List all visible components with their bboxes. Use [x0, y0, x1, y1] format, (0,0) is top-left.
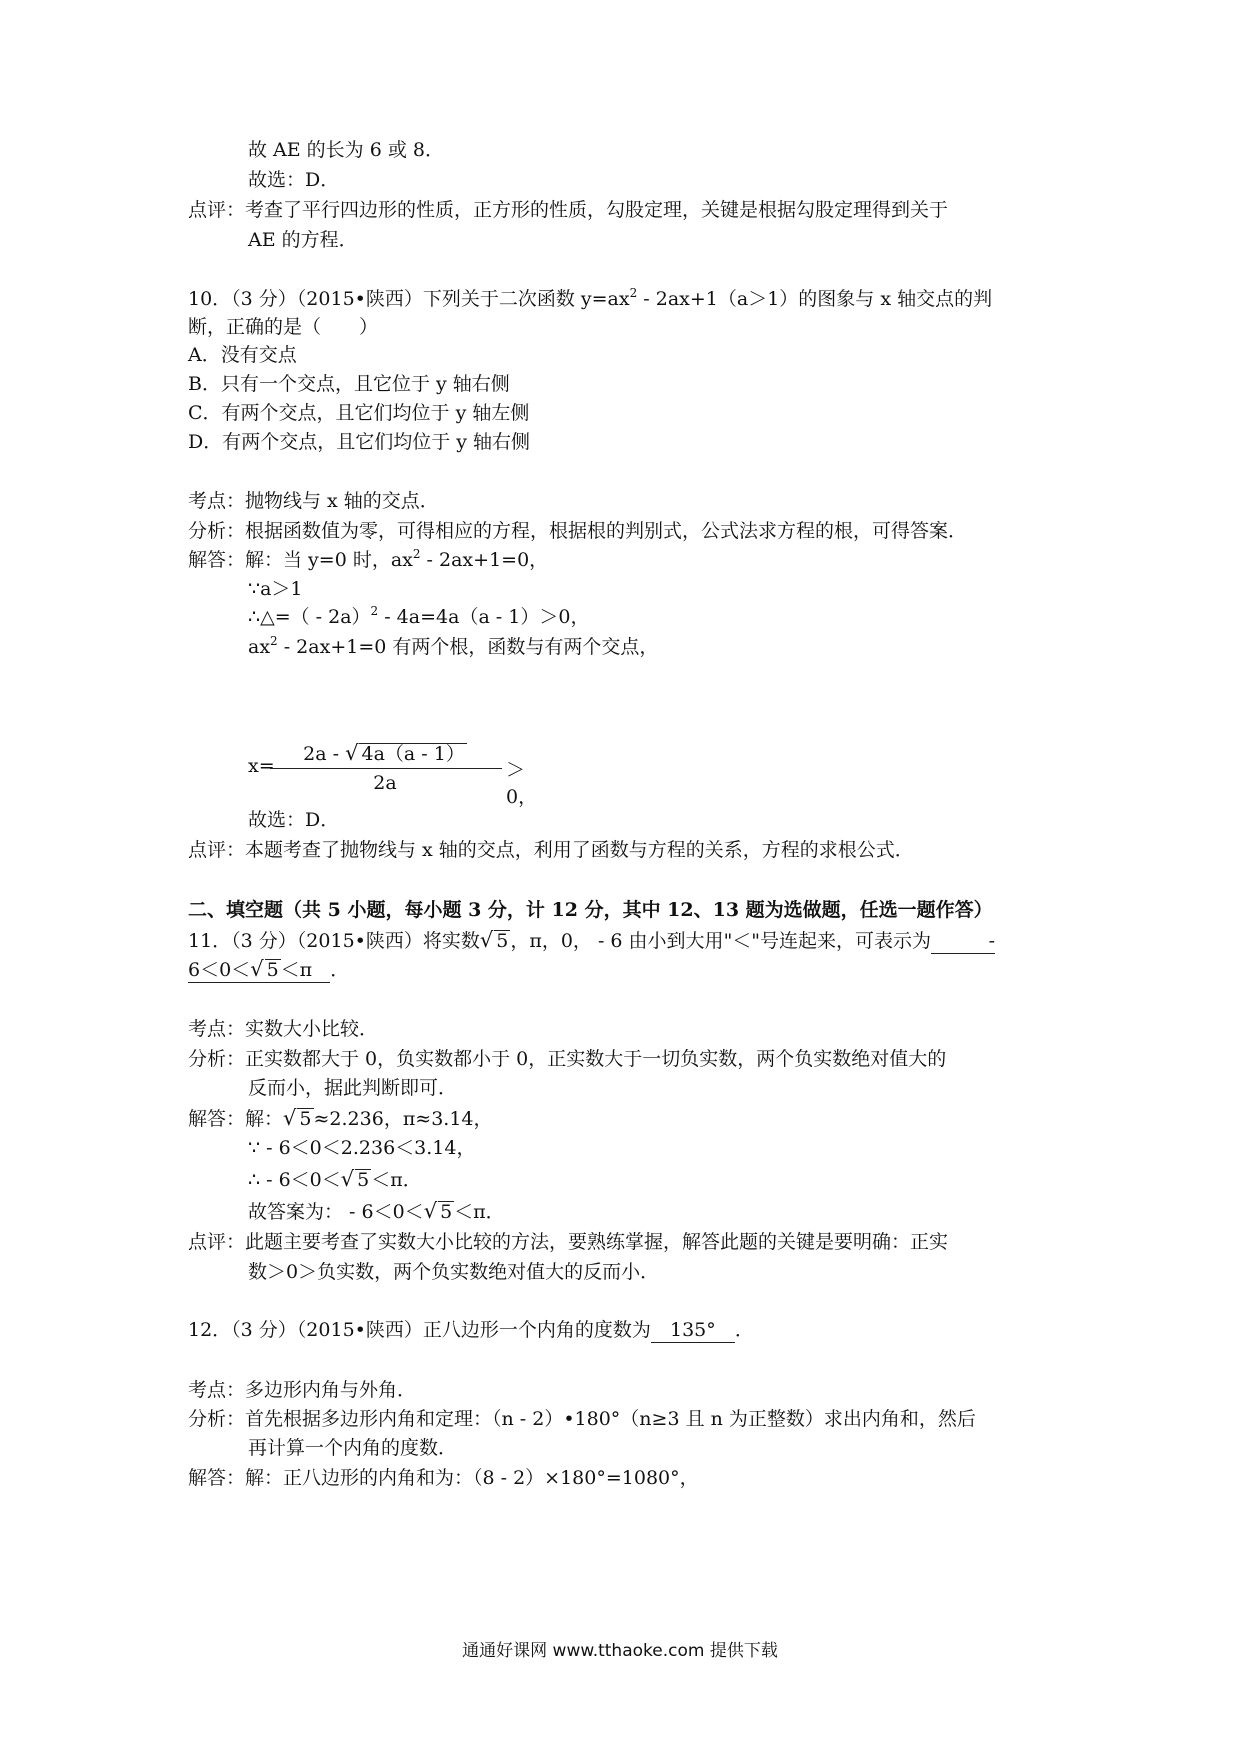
q11-review-2: 数＞0＞负实数，两个负实数绝对值大的反而小． — [248, 1261, 660, 1283]
q10-stem-line2: 断，正确的是（ ） — [188, 316, 379, 338]
q10-option-c: C．有两个交点，且它们均位于 y 轴左侧 — [188, 402, 530, 424]
q10-step3-a: ax — [248, 636, 271, 658]
q12-jieda: 解答：解：正八边形的内角和为：（8 - 2）×180°=1080°， — [188, 1467, 699, 1489]
q11-step3-b: ＜π． — [454, 1201, 505, 1223]
numerator-text: 2a - — [303, 743, 346, 765]
sqrt-icon: √ — [423, 1199, 438, 1223]
q11-step2-a: ∴ - 6＜0＜ — [248, 1169, 341, 1191]
q11-review-1: 点评：此题主要考查了实数大小比较的方法，要熟练掌握，解答此题的关键是要明确：正实 — [188, 1231, 949, 1253]
q11-kaodian: 考点：实数大小比较． — [188, 1018, 379, 1040]
fraction-tail: ＞0， — [506, 759, 538, 808]
q11-step2 — [248, 1165, 422, 1194]
q10-step3 — [248, 633, 658, 661]
q10-option-d: D．有两个交点，且它们均位于 y 轴右侧 — [188, 431, 531, 453]
sqrt-icon: √ — [345, 741, 359, 765]
q12-kaodian: 考点：多边形内角与外角． — [188, 1379, 417, 1401]
q11-jieda — [188, 1104, 493, 1133]
page-footer: 通通好课网 www.tthaoke.com 提供下载 — [462, 1641, 778, 1661]
q10-jieda-b: - 2ax+1=0， — [420, 549, 549, 571]
superscript: 2 — [370, 604, 379, 618]
q12-fenxi-2: 再计算一个内角的度数． — [248, 1437, 458, 1459]
prev-choice-line: 故选：D． — [248, 169, 340, 191]
q10-stem-line1 — [188, 285, 992, 313]
answer-blank: 135° — [651, 1318, 735, 1343]
superscript: 2 — [629, 286, 638, 300]
q10-step2-a: ∴△=（ - 2a） — [248, 606, 371, 628]
q11-jieda-b: ≈2.236，π≈3.14， — [313, 1108, 493, 1130]
q11-stem-line1 — [188, 926, 995, 955]
q11-jieda-a: 解答：解： — [188, 1108, 284, 1130]
q10-review: 点评：本题考查了抛物线与 x 轴的交点，利用了函数与方程的关系，方程的求根公式． — [188, 839, 914, 861]
section-heading: 二、填空题（共 5 小题，每小题 3 分，计 12 分，其中 12、13 题为选做题，任选一题作答） — [188, 899, 993, 921]
q10-option-a: A．没有交点 — [188, 344, 297, 366]
q11-step1: ∵ - 6＜0＜2.236＜3.14， — [248, 1137, 476, 1159]
sqrt-icon: √ — [479, 928, 494, 952]
answer-text-a: 6＜0＜ — [188, 959, 251, 981]
review-label: 点评： — [188, 199, 246, 221]
q10-step2 — [248, 603, 589, 631]
q10-choice: 故选：D． — [248, 809, 340, 831]
radicand: 5 — [496, 930, 509, 952]
fraction-numerator — [270, 740, 500, 767]
review-text: 考查了平行四边形的性质，正方形的性质，勾股定理，关键是根据勾股定理得到关于 — [245, 199, 949, 221]
sqrt-icon: √ — [340, 1167, 355, 1191]
q11-step3 — [248, 1197, 505, 1226]
q10-kaodian: 考点：抛物线与 x 轴的交点． — [188, 490, 439, 512]
x-equals: x= — [248, 755, 275, 777]
fraction-denominator: 2a — [373, 772, 397, 794]
radicand: 5 — [299, 1108, 312, 1130]
answer-blank-cont — [188, 957, 330, 983]
sqrt-icon: √ — [250, 957, 264, 981]
q11-stem-a: 11．（3 分）（2015•陕西）将实数 — [188, 930, 480, 952]
prev-review-cont: AE 的方程． — [248, 229, 358, 251]
radicand: 4a（a - 1） — [361, 743, 465, 765]
q11-step2-b: ＜π． — [371, 1169, 422, 1191]
q12-end: ． — [734, 1319, 754, 1341]
radicand: 5 — [357, 1169, 370, 1191]
q12-stem — [188, 1316, 754, 1344]
radicand: 5 — [266, 959, 279, 981]
prev-review-line — [188, 196, 948, 224]
q12-stem-text: 12．（3 分）（2015•陕西）正八边形一个内角的度数为 — [188, 1319, 651, 1341]
superscript: 2 — [412, 547, 421, 561]
sqrt-icon: √ — [283, 1106, 297, 1130]
q10-step2-b: - 4a=4a（a - 1）＞0， — [378, 606, 590, 628]
q11-fenxi-2: 反而小，据此判断即可． — [248, 1077, 458, 1099]
root-formula — [248, 740, 538, 808]
q10-fenxi: 分析：根据函数值为零，可得相应的方程，根据根的判别式，公式法求方程的根，可得答案． — [188, 520, 968, 542]
answer-blank: - — [931, 929, 995, 954]
q11-end: ． — [330, 959, 350, 981]
radicand: 5 — [440, 1201, 453, 1223]
q10-option-b: B．只有一个交点，且它位于 y 轴右侧 — [188, 373, 510, 395]
prev-answer-line: 故 AE 的长为 6 或 8． — [248, 139, 444, 161]
q10-step3-b: - 2ax+1=0 有两个根，函数与有两个交点， — [277, 636, 659, 658]
q10-step1: ∵a＞1 — [248, 578, 303, 600]
q11-fenxi-1: 分析：正实数都大于 0，负实数都小于 0，正实数大于一切负实数，两个负实数绝对值大的 — [188, 1048, 947, 1070]
q10-stem-text-a: 10．（3 分）（2015•陕西）下列关于二次函数 y=ax — [188, 288, 630, 310]
superscript: 2 — [270, 634, 278, 648]
q11-stem-line2 — [188, 956, 349, 984]
q10-jieda-a: 解答：解：当 y=0 时，ax — [188, 549, 413, 571]
q10-stem-text-b: - 2ax+1（a＞1）的图象与 x 轴交点的判 — [637, 288, 993, 310]
q10-jieda — [188, 546, 548, 574]
fraction-bar — [270, 768, 502, 769]
q11-stem-b: ，π，0， - 6 由小到大用"＜"号连起来，可表示为 — [510, 930, 932, 952]
q11-step3-a: 故答案为： - 6＜0＜ — [248, 1201, 424, 1223]
q12-fenxi-1: 分析：首先根据多边形内角和定理：（n - 2）•180°（n≥3 且 n 为正整数）求出内角和，然后 — [188, 1408, 976, 1430]
answer-text-b: ＜π — [280, 959, 313, 981]
